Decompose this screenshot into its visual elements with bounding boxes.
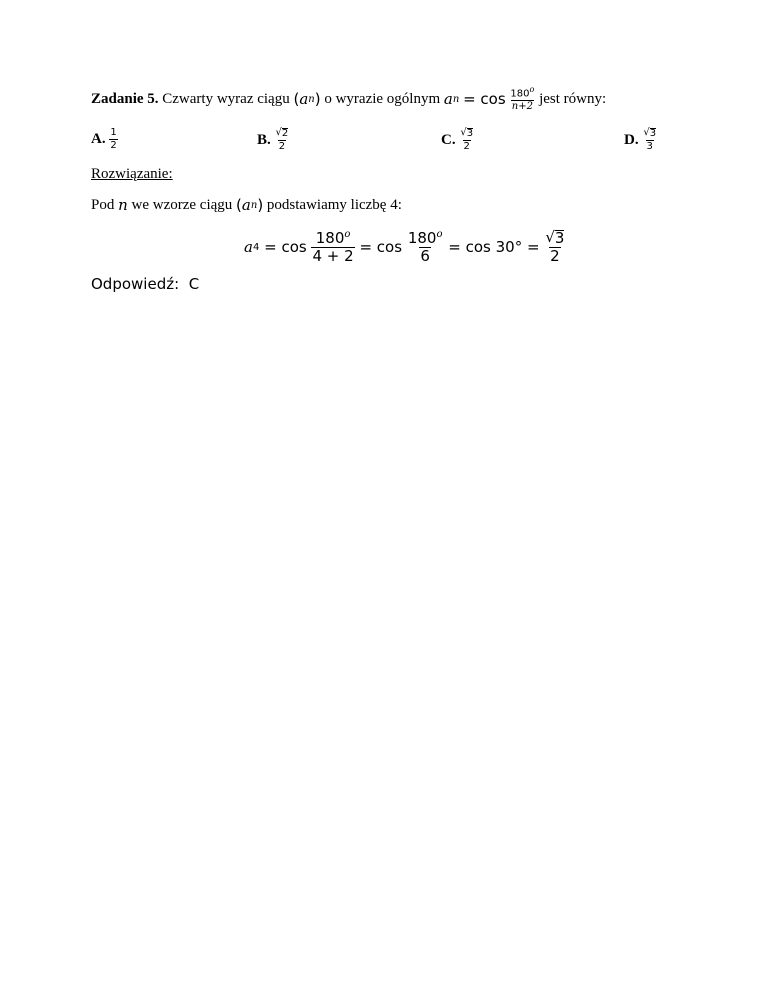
task-text-before: Czwarty wyraz ciągu — [162, 90, 290, 107]
task-text-after: jest równy: — [539, 90, 607, 107]
seq-symbol: a — [299, 90, 309, 108]
option-c: C. √ 3 2 — [441, 127, 474, 152]
answer-value: C — [188, 275, 200, 293]
fraction-1: $\frac{180^o}{4 + 2}$ — [312, 229, 354, 265]
a4-symbol: a — [244, 238, 253, 256]
task-eq-cos: = cos — [463, 90, 506, 108]
answer-label: Odpowiedź: — [91, 275, 180, 293]
option-d: D. √ 3 3 — [624, 127, 657, 152]
option-b: B. √ 2 2 — [257, 127, 289, 152]
answer-line — [91, 275, 199, 293]
fraction-2: $\frac{180^o}{6}$ — [407, 229, 443, 265]
solution-intro: Pod n we wzorze ciągu ( a n ) podstawiamy liczbę 4: — [91, 196, 402, 214]
result-fraction: √ 3 2 — [545, 228, 565, 265]
option-d-fraction: √ 3 3 — [643, 127, 657, 152]
task-text-middle: o wyrazie ogólnym — [324, 90, 441, 107]
task-title: Zadanie 5. — [91, 90, 159, 107]
option-a-fraction: $\frac{1}{2}$ — [110, 127, 117, 151]
task-line: Zadanie 5. Czwarty wyraz ciągu ( a n ) o wyrazie ogólnym a n = cos $\frac{180^o}{n+2}$ jest równy: — [91, 84, 607, 113]
solution-equation: a 4 = cos $\frac{180^o}{4 + 2}$ = cos $\frac{180^o}{6}$ = cos 30° = √ 3 2 — [244, 228, 565, 265]
option-c-fraction: √ 3 2 — [460, 127, 474, 152]
solution-heading: Rozwiązanie: — [91, 166, 173, 182]
option-a: A. $\frac{1}{2}$ — [91, 127, 117, 151]
task-formula-fraction: $\frac{180^o}{n+2}$ — [510, 84, 535, 113]
option-b-fraction: √ 2 2 — [275, 127, 289, 152]
